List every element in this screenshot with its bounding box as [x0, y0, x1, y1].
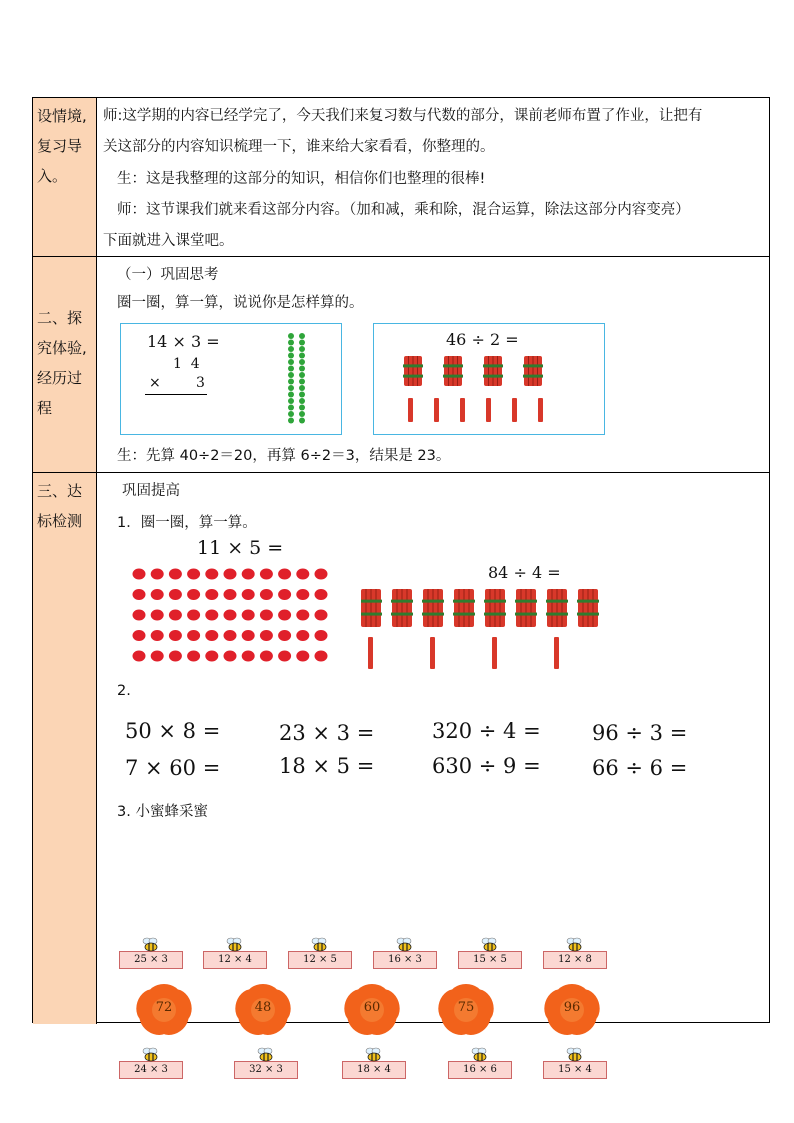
green-bead — [288, 405, 294, 411]
multiplication-card — [120, 323, 342, 435]
q2-expr: 320 ÷ 4 = — [432, 719, 541, 743]
bee-icon — [141, 1047, 161, 1063]
intro-line-1: 师:这学期的内容已经学完了，今天我们来复习数与代数的部分，课前老师布置了作业，让把有 — [103, 108, 703, 124]
section-heading: 巩固提高 — [122, 483, 180, 499]
q2-expr: 50 × 8 = — [125, 719, 221, 743]
green-bead — [299, 392, 305, 398]
flower — [429, 981, 503, 1039]
green-bead — [288, 372, 294, 378]
flower-number: 96 — [563, 1000, 581, 1015]
flower — [127, 981, 201, 1039]
label-line: 设情境, — [37, 107, 87, 125]
bee-tab: 18 × 4 — [342, 1061, 406, 1079]
green-bead — [299, 340, 305, 346]
card1-bottom-digit: 3 — [196, 375, 205, 391]
stick-bundle — [483, 356, 503, 386]
green-bead — [299, 372, 305, 378]
bee-icon — [225, 937, 245, 953]
green-bead — [299, 379, 305, 385]
q1-title: 1．圈一圈，算一算。 — [117, 515, 257, 531]
flower — [226, 981, 300, 1039]
bee-icon — [141, 937, 161, 953]
row-content-assess — [97, 473, 769, 1075]
bee-tab: 12 × 8 — [543, 951, 607, 969]
bee-icon — [480, 937, 500, 953]
green-bead — [288, 385, 294, 391]
q2-expr: 7 × 60 = — [125, 756, 221, 780]
division-card — [373, 323, 605, 435]
single-stick — [486, 398, 491, 422]
green-bead — [288, 340, 294, 346]
label-line: 三、达 — [37, 482, 83, 500]
lesson-table — [32, 97, 770, 1075]
q2-expr: 630 ÷ 9 = — [432, 754, 541, 778]
section-heading: （一）巩固思考 — [117, 267, 219, 283]
row-label-explore — [33, 257, 97, 472]
green-bead — [288, 366, 294, 372]
row-label-intro — [33, 98, 97, 256]
card1-equation: 14 × 3 = — [147, 332, 220, 351]
q2-expr: 18 × 5 = — [279, 754, 375, 778]
flower-number: 72 — [155, 1000, 173, 1015]
row-explore — [33, 257, 769, 473]
label-line: 经历过 — [37, 369, 83, 387]
bee-tab: 15 × 4 — [543, 1061, 607, 1079]
instruction: 圈一圈，算一算，说说你是怎样算的。 — [117, 295, 364, 311]
bee-icon — [310, 937, 330, 953]
single-stick — [512, 398, 517, 422]
q2-expr: 66 ÷ 6 = — [592, 756, 688, 780]
flower — [535, 981, 609, 1039]
card1-times: × — [149, 375, 161, 391]
green-bead — [299, 398, 305, 404]
q3-title: 3. 小蜜蜂采蜜 — [117, 804, 208, 820]
green-bead-grid — [285, 332, 309, 426]
green-bead — [288, 398, 294, 404]
flower-number: 60 — [363, 1000, 381, 1015]
row-content-explore — [97, 257, 769, 472]
green-bead — [288, 411, 294, 417]
stick-bundle — [403, 356, 423, 386]
row-content-intro — [97, 98, 769, 256]
green-bead — [299, 366, 305, 372]
green-bead — [288, 353, 294, 359]
bee-tab: 32 × 3 — [234, 1061, 298, 1079]
single-stick — [408, 398, 413, 422]
bee-icon — [565, 937, 585, 953]
green-bead — [299, 418, 305, 424]
green-bead — [299, 405, 305, 411]
single-stick — [460, 398, 465, 422]
q2-expr: 23 × 3 = — [279, 721, 375, 745]
green-bead — [288, 392, 294, 398]
bee-tab: 12 × 4 — [203, 951, 267, 969]
bee-tab: 24 × 3 — [119, 1061, 183, 1079]
intro-line-5: 下面就进入课堂吧。 — [103, 233, 234, 249]
q1-right-equation: 84 ÷ 4 = — [488, 563, 561, 582]
bee-icon — [565, 1047, 585, 1063]
card1-rule — [145, 394, 207, 395]
q2-title: 2. — [117, 683, 131, 699]
bee-tab: 16 × 3 — [373, 951, 437, 969]
intro-line-4: 师：这节课我们就来看这部分内容。（加和减，乘和除，混合运算，除法这部分内容变亮） — [117, 202, 690, 218]
green-bead — [299, 333, 305, 339]
label-line: 复习导 — [37, 137, 83, 155]
label-line: 入。 — [37, 167, 68, 185]
label-line: 二、探 — [37, 309, 83, 327]
green-bead — [299, 353, 305, 359]
green-bead — [288, 359, 294, 365]
bee-icon — [256, 1047, 276, 1063]
flower-number: 75 — [457, 1000, 475, 1015]
bee-tab: 25 × 3 — [119, 951, 183, 969]
label-line: 标检测 — [37, 512, 83, 530]
green-bead — [288, 379, 294, 385]
green-bead — [288, 346, 294, 352]
green-bead — [288, 418, 294, 424]
stick-bundle — [443, 356, 463, 386]
green-bead — [299, 411, 305, 417]
intro-line-3: 生：这是我整理的这部分的知识，相信你们也整理的很棒! — [117, 171, 486, 187]
label-line: 究体验, — [37, 339, 87, 357]
stick-bundle — [523, 356, 543, 386]
bee-tab: 16 × 6 — [448, 1061, 512, 1079]
green-bead — [299, 346, 305, 352]
green-bead — [299, 385, 305, 391]
stick-bundles-card2 — [394, 356, 564, 428]
bee-icon — [395, 937, 415, 953]
intro-line-2: 关这部分的内容知识梳理一下，谁来给大家看看，你整理的。 — [103, 139, 495, 155]
card1-top-digits: 1 4 — [173, 356, 200, 372]
flower — [335, 981, 409, 1039]
green-bead — [299, 359, 305, 365]
single-stick — [434, 398, 439, 422]
bee-tab: 15 × 5 — [458, 951, 522, 969]
row-assess — [33, 473, 769, 1075]
label-line: 程 — [37, 399, 53, 417]
q1-left-equation: 11 × 5 = — [197, 537, 284, 559]
single-stick — [538, 398, 543, 422]
bee-tab: 12 × 5 — [288, 951, 352, 969]
bee-icon — [364, 1047, 384, 1063]
answer-line: 生：先算 40÷2＝20，再算 6÷2＝3，结果是 23。 — [117, 448, 451, 464]
bee-icon — [470, 1047, 490, 1063]
green-bead — [288, 333, 294, 339]
flower-number: 48 — [254, 1000, 272, 1015]
q2-expr: 96 ÷ 3 = — [592, 721, 688, 745]
row-label-assess — [33, 473, 97, 1024]
card2-equation: 46 ÷ 2 = — [446, 330, 519, 349]
row-intro — [33, 98, 769, 257]
bee-honey-game — [97, 473, 769, 1075]
